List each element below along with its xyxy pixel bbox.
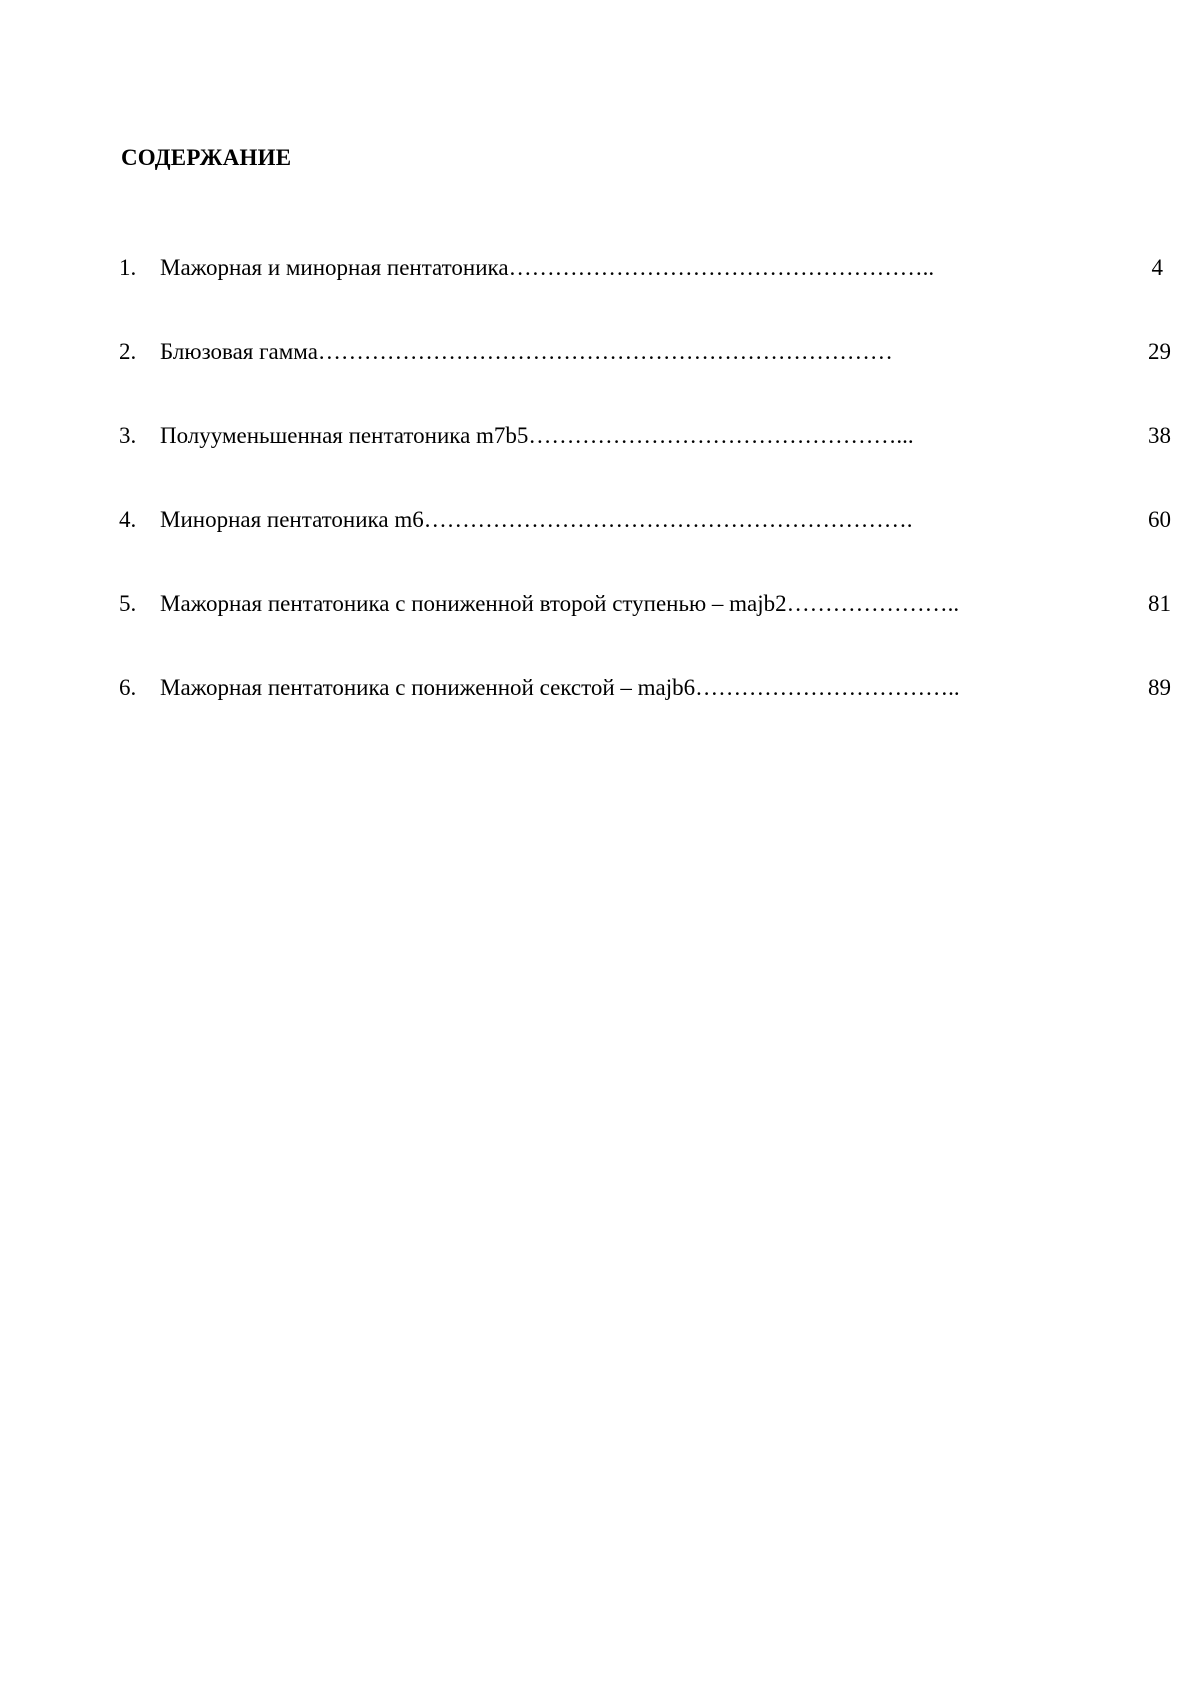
toc-entry-title: Блюзовая гамма………………………………………………………………… (160, 339, 893, 364)
toc-entry-number: 5. (119, 591, 137, 616)
toc-entry-page-number: 4 (1151, 255, 1163, 280)
table-of-contents (119, 254, 1171, 758)
toc-entry (119, 422, 1171, 506)
toc-entry-number: 3. (119, 423, 137, 448)
toc-entry-title: Полууменьшенная пентатоника m7b5…………………………………………... (160, 423, 914, 448)
toc-entry-title: Мажорная и минорная пентатоника……………………………………………….. (160, 255, 935, 280)
toc-entry (119, 254, 1163, 338)
toc-entry-page-number: 38 (1148, 423, 1171, 448)
toc-entry-title: Минорная пентатоника m6………………………………………………………. (160, 507, 913, 532)
toc-entry (119, 506, 1171, 590)
toc-entry-title: Мажорная пентатоника с пониженной второй ступенью – majb2………………….. (160, 591, 960, 616)
toc-entry (119, 338, 1171, 422)
toc-entry-title: Мажорная пентатоника с пониженной секстой – majb6…………………………….. (160, 675, 960, 700)
toc-entry-page-number: 60 (1148, 507, 1171, 532)
toc-entry (119, 674, 1171, 758)
toc-heading: СОДЕРЖАНИЕ (121, 145, 292, 170)
toc-entry-page-number: 89 (1148, 675, 1171, 700)
toc-entry-page-number: 29 (1148, 339, 1171, 364)
toc-entry-number: 2. (119, 339, 137, 364)
toc-entry-number: 4. (119, 507, 137, 532)
toc-entry-page-number: 81 (1148, 591, 1171, 616)
toc-entry (119, 590, 1171, 674)
toc-entry-number: 1. (119, 255, 137, 280)
toc-entry-number: 6. (119, 675, 137, 700)
